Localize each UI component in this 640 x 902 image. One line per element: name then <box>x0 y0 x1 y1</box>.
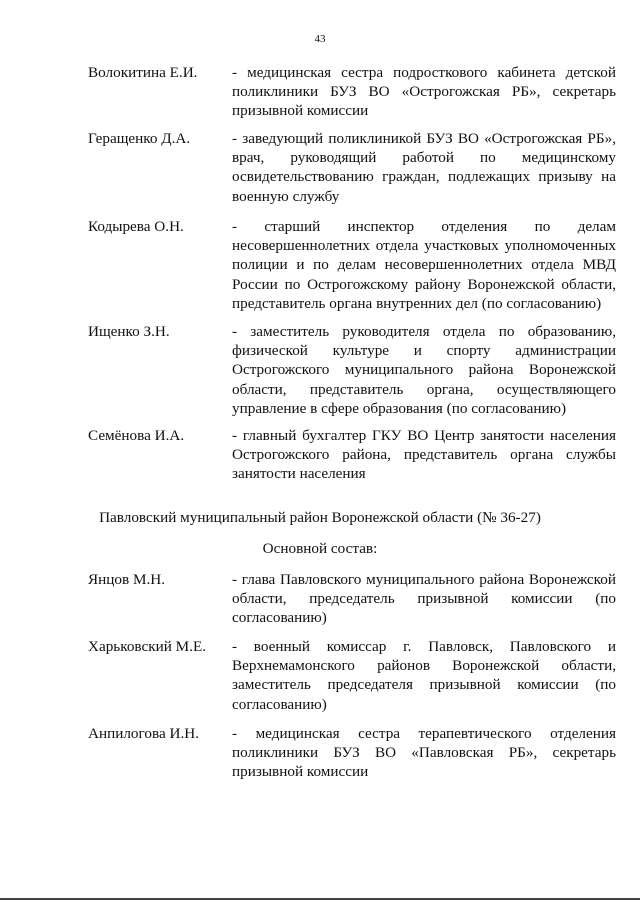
member-name: Волокитина Е.И. <box>88 64 198 81</box>
member-role: - старший инспектор отделения по делам несовершеннолетних отдела участковых уполномоченных полиции и по делам несовершеннолетних отдела МВД России по Острогожскому району Воронежской области, представитель органа внутренних дел (по согласованию) <box>232 218 616 312</box>
page-edge-rule <box>0 898 640 900</box>
member-role: - заместитель руководителя отдела по образованию, физической культуре и спорту администрации Острогожского муниципального района Воронежской области, представитель органа, осуществляющего управление в сфере образования (по согласованию) <box>232 323 616 417</box>
member-name: Янцов М.Н. <box>88 571 166 588</box>
member-name: Кодырева О.Н. <box>88 218 184 235</box>
page-number: 43 <box>314 33 326 45</box>
subsection-title: Основной состав: <box>262 540 378 557</box>
member-role: - медицинская сестра подросткового кабинета детской поликлиники БУЗ ВО «Острогожская РБ», секретарь призывной комиссии <box>232 64 616 120</box>
member-name: Анпилогова И.Н. <box>88 725 200 742</box>
member-name: Геращенко Д.А. <box>88 130 191 147</box>
member-role: - заведующий поликлиникой БУЗ ВО «Острогожская РБ», врач, руководящий работой по медицинскому освидетельствованию граждан, подлежащих призыву на военную службу <box>232 130 616 205</box>
section-title: Павловский муниципальный район Воронежской области (№ 36-27) <box>99 509 541 526</box>
member-role: - главный бухгалтер ГКУ ВО Центр занятости населения Острогожского района, представитель органа службы занятости населения <box>232 427 616 483</box>
member-role: - военный комиссар г. Павловск, Павловского и Верхнемамонского районов Воронежской области, заместитель председателя призывной комиссии (по согласованию) <box>232 638 616 713</box>
member-name: Харьковский М.Е. <box>88 638 207 655</box>
member-name: Семёнова И.А. <box>88 427 185 444</box>
member-role: - глава Павловского муниципального района Воронежской области, председатель призывной комиссии (по согласованию) <box>232 571 616 627</box>
member-role: - медицинская сестра терапевтического отделения поликлиники БУЗ ВО «Павловская РБ», секретарь призывной комиссии <box>232 725 616 781</box>
member-name: Ищенко З.Н. <box>88 323 170 340</box>
